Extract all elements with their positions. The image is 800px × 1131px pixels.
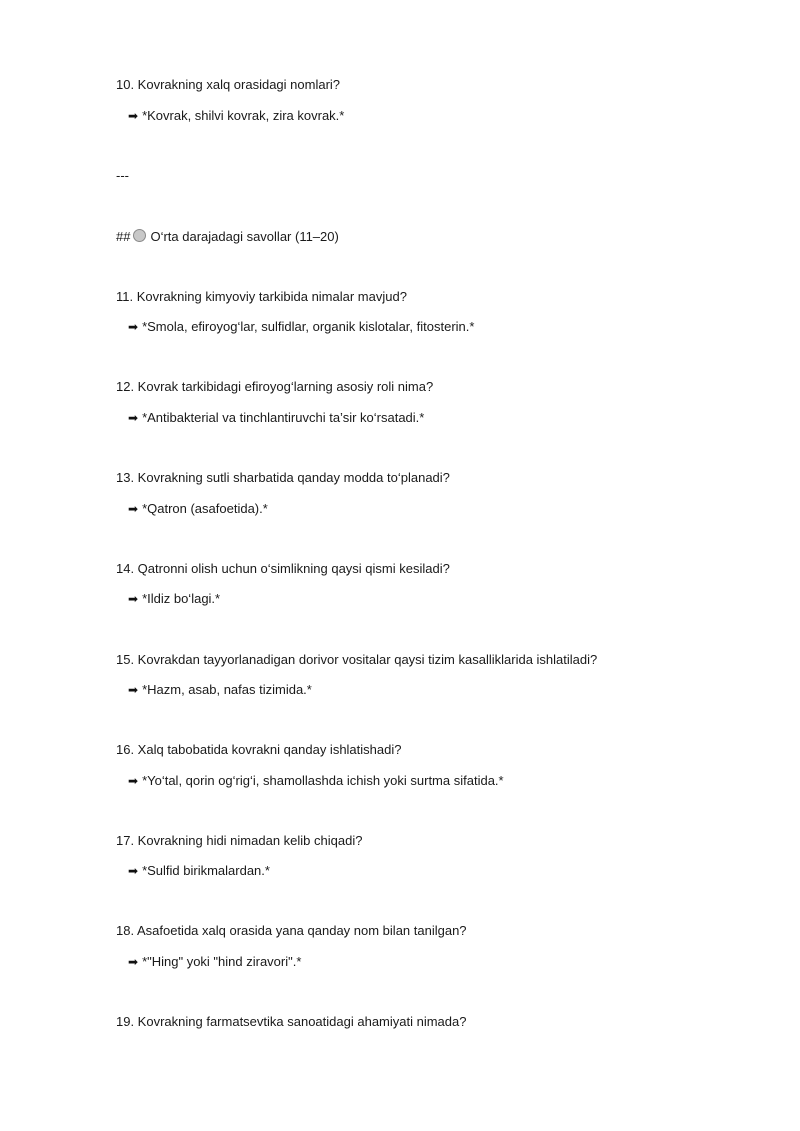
right-arrow-icon: ➡ xyxy=(128,502,139,516)
answer-text: *Hazm, asab, nafas tizimida.* xyxy=(142,682,312,697)
question-17: 17. Kovrakning hidi nimadan kelib chiqadi? xyxy=(116,833,363,848)
answer-15 xyxy=(128,682,312,698)
section-heading xyxy=(116,229,339,245)
answer-text: *Qatron (asafoetida).* xyxy=(142,501,268,516)
answer-11 xyxy=(128,319,474,335)
right-arrow-icon: ➡ xyxy=(128,864,139,878)
answer-text: *Antibakterial va tinchlantiruvchi ta’sir ko‘rsatadi.* xyxy=(142,410,425,425)
question-15: 15. Kovrakdan tayyorlanadigan dorivor vositalar qaysi tizim kasalliklarida ishlatiladi? xyxy=(116,652,598,667)
answer-text: *Smola, efiroyog‘lar, sulfidlar, organik kislotalar, fitosterin.* xyxy=(142,319,475,334)
right-arrow-icon: ➡ xyxy=(128,955,139,969)
right-arrow-icon: ➡ xyxy=(128,109,139,123)
answer-text: *Sulfid birikmalardan.* xyxy=(142,863,270,878)
answer-14 xyxy=(128,591,220,607)
answer-18 xyxy=(128,954,301,970)
answer-13 xyxy=(128,501,268,517)
question-14: 14. Qatronni olish uchun o‘simlikning qaysi qismi kesiladi? xyxy=(116,561,450,576)
answer-text: *Yo‘tal, qorin og‘rig‘i, shamollashda ichish yoki surtma sifatida.* xyxy=(142,773,504,788)
answer-text: *Kovrak, shilvi kovrak, zira kovrak.* xyxy=(142,108,345,123)
grey-circle-icon xyxy=(133,229,146,242)
heading-prefix: ## xyxy=(116,229,131,244)
question-19: 19. Kovrakning farmatsevtika sanoatidagi ahamiyati nimada? xyxy=(116,1014,467,1029)
answer-text: *Ildiz bo‘lagi.* xyxy=(142,591,221,606)
question-16: 16. Xalq tabobatida kovrakni qanday ishlatishadi? xyxy=(116,742,402,757)
right-arrow-icon: ➡ xyxy=(128,411,139,425)
answer-16 xyxy=(128,773,504,789)
question-11: 11. Kovrakning kimyoviy tarkibida nimalar mavjud? xyxy=(116,289,407,304)
right-arrow-icon: ➡ xyxy=(128,592,139,606)
question-10: 10. Kovrakning xalq orasidagi nomlari? xyxy=(116,77,341,92)
question-18: 18. Asafoetida xalq orasida yana qanday nom bilan tanilgan? xyxy=(116,923,467,938)
section-divider: --- xyxy=(116,168,129,183)
heading-title: O‘rta darajadagi savollar (11–20) xyxy=(150,229,339,244)
answer-17 xyxy=(128,863,270,879)
answer-10 xyxy=(128,108,344,124)
answer-text: *"Hing" yoki "hind ziravori".* xyxy=(142,954,302,969)
answer-12 xyxy=(128,410,424,426)
right-arrow-icon: ➡ xyxy=(128,774,139,788)
question-12: 12. Kovrak tarkibidagi efiroyog‘larning asosiy roli nima? xyxy=(116,379,434,394)
question-13: 13. Kovrakning sutli sharbatida qanday modda to‘planadi? xyxy=(116,470,450,485)
right-arrow-icon: ➡ xyxy=(128,320,139,334)
right-arrow-icon: ➡ xyxy=(128,683,139,697)
